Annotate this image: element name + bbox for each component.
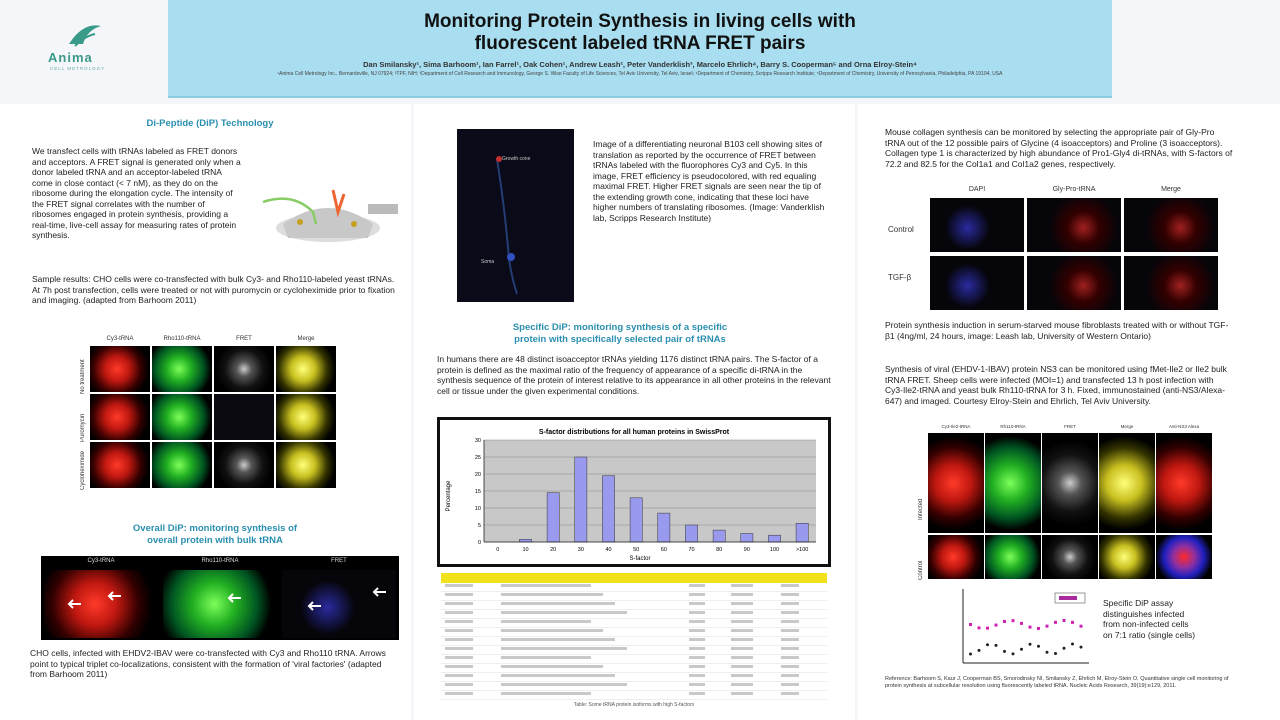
micrograph-control-merge — [1099, 535, 1155, 579]
table-cell-text — [445, 683, 473, 686]
chart-bar — [796, 523, 808, 542]
micrograph-cy3-chx — [90, 442, 150, 488]
table-row — [441, 619, 827, 628]
table-cell-text — [501, 674, 615, 677]
table-cell-text — [781, 692, 799, 695]
table-cell-text — [781, 638, 799, 641]
table-cell-text — [501, 620, 591, 623]
micrograph-fret-notreat — [214, 346, 274, 392]
table-row — [441, 664, 827, 673]
grid3-row-label-1: Control — [888, 225, 914, 234]
dip-technology-text: We transfect cells with tRNAs labeled as FRET donors and acceptors. A FRET signal is generated only when a donor labeled tRNA and an acceptor-labeled tRNA come in close contact (< 7 nM), as they do on the ribosome during the elongation cycle. The intensity of the FRET signal correlates with the number of ribosomes engaged in protein synthesis, providing a real-time, live-cell assay for measuring rates of protein synthesis. — [32, 146, 241, 240]
grid4-row-label-2: Control — [918, 560, 924, 580]
table-cell-text — [689, 593, 705, 596]
poster-title — [168, 0, 1112, 55]
chart-xlabel: S-factor — [629, 556, 651, 562]
table-cell-text — [781, 656, 799, 659]
table-cell-text — [731, 638, 753, 641]
chart-xtick-label: 90 — [743, 547, 750, 553]
micrograph-dapi-tgf — [930, 256, 1024, 310]
scatter-point-control — [1029, 643, 1032, 646]
chart-plot-area — [475, 438, 816, 553]
chart-bar — [768, 535, 780, 542]
table-cell-text — [731, 602, 753, 605]
micrograph-cy3-notreat — [90, 346, 150, 392]
scatter-point-infected — [969, 623, 972, 626]
arrow-icon — [41, 556, 399, 640]
micrograph-control-rh110 — [985, 535, 1041, 579]
table-cell-text — [501, 647, 627, 650]
grid1-col-label-1: Cy3-tRNA — [106, 336, 134, 342]
title-line-1: Monitoring Protein Synthesis in living cells with — [424, 11, 856, 32]
affiliations: ¹Anima Cell Metrology Inc., Bernardsville, NJ 07924; ²TPF, NIH; ³Department of Cell Research and Immunology, George S. Wise Faculty of Life Sciences, Tel Aviv University, Tel Aviv, Israel; ⁴Department of Chemistry, Scripps Research Institute; ⁵Department of Chemistry, University of Pennsylvania, Philadelphia, PA 19104, USA — [277, 71, 1003, 77]
chart-xtick-label: 60 — [660, 547, 667, 553]
scatter-point-control — [986, 643, 989, 646]
table-row — [441, 601, 827, 610]
overall-dip-title-line-2: overall protein with bulk tRNA — [147, 535, 283, 546]
table-cell-text — [501, 683, 627, 686]
table-cell-text — [731, 692, 753, 695]
chart-bar — [575, 457, 587, 542]
grid3-row-label-2: TGF-β — [888, 273, 912, 282]
collagen-text: Mouse collagen synthesis can be monitored by selecting the appropriate pair of Gly-Pro tRNA out of the 12 possible pairs of Glycine (4 isoacceptors) and Proline (3 isoacceptors). Collagen type 1 is characterized by high abundance of Pro1-Gly4 di-tRNAs, with S-factors of 72.2 and 82.5 for the Col1a1 and Col1a2 genes, respectively. — [885, 127, 1233, 169]
micrograph-merge-tgf — [1124, 256, 1218, 310]
table-row — [441, 655, 827, 664]
table-cell-text — [689, 611, 705, 614]
scatter-point-infected — [1037, 627, 1040, 630]
scatter-point-infected — [1054, 621, 1057, 624]
scatter-point-infected — [1063, 619, 1066, 622]
micrograph-merge-notreat — [276, 346, 336, 392]
grid3-col-label-1: DAPI — [968, 186, 986, 193]
table-row — [441, 592, 827, 601]
scatter-point-infected — [1071, 621, 1074, 624]
scatter-point-control — [978, 649, 981, 652]
chart-bar — [547, 493, 559, 542]
table-rows — [441, 583, 827, 700]
table-cell-text — [445, 593, 473, 596]
chart-bar — [658, 513, 670, 542]
scatter-point-infected — [978, 626, 981, 629]
grid4-col-label-4: Merge — [1120, 424, 1134, 429]
table-row — [441, 583, 827, 592]
grid4-col-label-5: Anti-NS3 Alexa — [1168, 424, 1200, 429]
grid1-col-label-2: Rho110-tRNA — [163, 336, 201, 342]
scatter-point-infected — [986, 627, 989, 630]
authors: Dan Smilansky¹, Sima Barhoom¹, Ian Farrel¹, Oak Cohen¹, Andrew Leash², Peter Vanderklish³, Marcelo Ehrlich⁴, Barry S. Cooperman⁵ and Orna Elroy-Stein⁴ — [363, 60, 917, 69]
scatter-point-infected — [1046, 625, 1049, 628]
table-cell-text — [445, 692, 473, 695]
chart-ytick-label: 15 — [474, 489, 481, 495]
table-cell-text — [781, 683, 799, 686]
strip-label-2: Rho110-tRNA — [201, 558, 239, 564]
table-row — [441, 610, 827, 619]
grid1-col-label-3: FRET — [236, 336, 252, 342]
logo-tagline: CELL METROLOGY — [50, 66, 106, 71]
table-cell-text — [689, 602, 705, 605]
table-cell-text — [731, 674, 753, 677]
table-cell-text — [501, 692, 591, 695]
section-title-specific-dip — [455, 322, 785, 346]
chart-xtick-label: 50 — [633, 547, 640, 553]
sample-results-text: Sample results: CHO cells were co-transfected with bulk Cy3- and Rho110-labeled yeast tRNAs. At 7h post transfection, cells were treated or not with puromycin or cycloheximide prior to fixation and imaging. (adapted from Barhoom 2011) — [32, 274, 395, 305]
specific-dip-text: In humans there are 48 distinct isoacceptor tRNAs yielding 1176 distinct tRNA pairs. The S-factor of a protein is defined as the maximal ratio of the frequency of appearance of a specific di-tRNA in the synthesis sequence of the protein of interest relative to its appearance in all other proteins in the relevant cell or tissue under the given experimental conditions. — [437, 354, 831, 396]
neuron-label-growth-cone: Growth cone — [502, 156, 531, 162]
scatter-point-infected — [1029, 626, 1032, 629]
chart-ytick-label: 20 — [474, 472, 481, 478]
table-row — [441, 682, 827, 691]
table-cell-text — [501, 611, 627, 614]
table-cell-text — [689, 665, 705, 668]
table-cell-text — [781, 602, 799, 605]
table-cell-text — [781, 674, 799, 677]
table-cell-text — [731, 584, 753, 587]
micrograph-viral-rh110 — [985, 433, 1041, 533]
table-cell-text — [689, 638, 705, 641]
table-cell-text — [731, 656, 753, 659]
chart-bar — [713, 530, 725, 542]
chart-title: S-factor distributions for all human proteins in SwissProt — [538, 429, 730, 436]
table-cell-text — [445, 674, 473, 677]
micrograph-glypro-tgf — [1027, 256, 1121, 310]
poster-header — [168, 0, 1112, 98]
chart-bar — [519, 539, 531, 542]
scatter-point-infected — [1080, 625, 1083, 628]
micrograph-rho-puro — [152, 394, 212, 440]
chart-xtick-label: 100 — [769, 547, 780, 553]
chart-ytick-label: 25 — [474, 455, 481, 461]
chart-xtick-label: 0 — [496, 547, 500, 553]
table-cell-text — [445, 584, 473, 587]
scatter-point-infected — [1003, 620, 1006, 623]
specific-dip-title-line-2: protein with specifically selected pair of tRNAs — [514, 334, 726, 345]
scatter-point-control — [995, 644, 998, 647]
table-cell-text — [689, 584, 705, 587]
micrograph-merge-chx — [276, 442, 336, 488]
viral-protein-text: Synthesis of viral (EHDV-1-IBAV) protein NS3 can be monitored using fMet-Ile2 or Ile2 bulk tRNA FRET. Sheep cells were infected (MOI=1) and transfected 13 h post infection with Cy3-Ile2-tRNA and yeast bulk Rh110-tRNA for 3 h. Fixed, immunostained (anti-NS3/Alexa-647) and imaged. Courtesy Elroy-Stein and Ehrlich, Tel Aviv University. — [885, 364, 1227, 406]
chart-bar — [741, 534, 753, 543]
sfactor-chart-svg — [440, 420, 828, 564]
grid3-col-label-2: Gly-Pro-tRNA — [1052, 186, 1096, 193]
grid1-row-label-3: Cycloheximide — [80, 450, 86, 490]
sfactor-table — [441, 573, 827, 709]
section-title-dip-technology: Di-Peptide (DiP) Technology — [146, 118, 274, 129]
table-cell-text — [689, 683, 705, 686]
chart-xtick-label: 30 — [577, 547, 584, 553]
chart-bar — [602, 476, 614, 542]
table-cell-text — [689, 620, 705, 623]
micrograph-glypro-control — [1027, 198, 1121, 252]
table-cell-text — [445, 647, 473, 650]
viral-factories-text: CHO cells, infected with EHDV2-IBAV were co-transfected with Cy3 and Rho110 tRNA. Arrows point to typical triplet co-localizations, consistent with the formation of 'viral factories' (adapted from Barhoom 2011) — [30, 648, 386, 679]
scatter-point-infected — [995, 624, 998, 627]
micrograph-fret-chx — [214, 442, 274, 488]
micrograph-viral-merge — [1099, 433, 1155, 533]
table-cell-text — [445, 629, 473, 632]
title-line-2: fluorescent labeled tRNA FRET pairs — [474, 33, 806, 54]
chart-xtick-label: 10 — [522, 547, 529, 553]
ribosome-diagram — [258, 182, 403, 252]
table-cell-text — [445, 638, 473, 641]
micrograph-viral-ns3 — [1156, 433, 1212, 533]
table-cell-text — [781, 647, 799, 650]
table-cell-text — [445, 620, 473, 623]
table-cell-text — [781, 620, 799, 623]
section-title-overall-dip — [60, 523, 370, 547]
grid1-col-label-4: Merge — [297, 336, 315, 342]
scatter-point-control — [969, 653, 972, 656]
bird-icon — [65, 20, 105, 50]
micrograph-viral-cy3 — [928, 433, 984, 533]
chart-bar — [685, 525, 697, 542]
reference-text: Reference: Barhoom S, Kaur J, Cooperman BS, Smorodinsky NI, Smilansky Z, Ehrlich M, Elroy-Stein O. Quantitative single cell monitoring of protein synthesis at subcellular resolution using fluorescently labeled tRNA. Nucleic Acids Research, 39(19):e129, 2011. — [885, 676, 1229, 689]
table-cell-text — [731, 611, 753, 614]
table-row — [441, 628, 827, 637]
sfactor-chart — [437, 417, 831, 567]
grid1-row-label-2: Puromycin — [80, 413, 86, 442]
micrograph-control-ns3 — [1156, 535, 1212, 579]
scatter-point-infected — [1020, 622, 1023, 625]
table-cell-text — [501, 584, 591, 587]
micrograph-control-cy3 — [928, 535, 984, 579]
table-row — [441, 637, 827, 646]
scatter-point-control — [1012, 652, 1015, 655]
grid4-col-label-2: Rh110-tRNA — [1000, 424, 1026, 429]
neuron-image — [457, 129, 574, 302]
scatter-plot — [955, 585, 1093, 669]
grid4-col-label-1: Cy3-Ile2-tRNA — [941, 424, 971, 429]
neuron-trace-icon — [457, 129, 574, 302]
micrograph-merge-puro — [276, 394, 336, 440]
table-cell-text — [781, 611, 799, 614]
strip-label-3: FRET — [331, 558, 347, 564]
table-caption: Table: Some tRNA protein isoforms with high S-factors — [573, 702, 695, 708]
grid1-row-label-1: No treatment — [80, 359, 86, 394]
table-cell-text — [501, 629, 603, 632]
micrograph-viral-fret — [1042, 433, 1098, 533]
chart-xtick-label: 80 — [716, 547, 723, 553]
table-row — [441, 646, 827, 655]
table-cell-text — [445, 656, 473, 659]
table-cell-text — [501, 602, 615, 605]
scatter-point-control — [1080, 646, 1083, 649]
grid3-col-label-3: Merge — [1161, 186, 1181, 193]
table-cell-text — [731, 683, 753, 686]
chart-xtick-label: 70 — [688, 547, 695, 553]
grid4-col-label-3: FRET — [1064, 424, 1076, 429]
micrograph-merge-control — [1124, 198, 1218, 252]
table-cell-text — [781, 629, 799, 632]
chart-ylabel: Percentage — [446, 480, 452, 512]
fibroblast-caption: Protein synthesis induction in serum-starved mouse fibroblasts treated with or without TGF-β1 (4ng/ml, 24 hours, image: Leash lab, University of Western Ontario) — [885, 320, 1229, 341]
table-cell-text — [689, 692, 705, 695]
table-cell-text — [445, 611, 473, 614]
table-cell-text — [689, 674, 705, 677]
chart-ytick-label: 30 — [474, 438, 481, 444]
table-cell-text — [781, 593, 799, 596]
micrograph-rho-notreat — [152, 346, 212, 392]
micrograph-rho-chx — [152, 442, 212, 488]
table-cell-text — [731, 620, 753, 623]
scatter-point-control — [1071, 643, 1074, 646]
table-cell-text — [501, 656, 591, 659]
table-header-row — [441, 573, 827, 583]
chart-xtick-label: 20 — [550, 547, 557, 553]
grid4-row-label-1: Infected — [918, 498, 924, 520]
neuron-image-caption: Image of a differentiating neuronal B103 cell showing sites of translation as reported by the occurrence of FRET between tRNAs labeled with the fluorophores Cy3 and Cy5. In this image, FRET efficiency is pseudocolored, with red equaling maximal FRET. Higher FRET signals are seen near the tip of the extending growth cone, indicating that these loci have higher numbers of translating ribosomes. (Image: Vanderklish lab, Scripps Research Institute) — [593, 139, 825, 223]
micrograph-fret-puro — [214, 394, 274, 440]
table-cell-text — [689, 647, 705, 650]
specific-dip-title-line-1: Specific DiP: monitoring synthesis of a specific — [512, 322, 728, 333]
table-cell-text — [731, 629, 753, 632]
scatter-point-control — [1054, 652, 1057, 655]
table-cell-text — [501, 593, 603, 596]
micrograph-cy3-puro — [90, 394, 150, 440]
table-cell-text — [445, 665, 473, 668]
table-cell-text — [445, 602, 473, 605]
logo-name: Anima — [48, 50, 93, 65]
scatter-point-control — [1046, 651, 1049, 654]
overall-dip-title-line-1: Overall DiP: monitoring synthesis of — [132, 523, 298, 534]
table-cell-text — [781, 665, 799, 668]
chart-bar — [630, 498, 642, 542]
micrograph-dapi-control — [930, 198, 1024, 252]
table-cell-text — [501, 665, 603, 668]
table-row — [441, 673, 827, 682]
chart-ytick-label: 5 — [477, 523, 481, 529]
scatter-point-infected — [1012, 619, 1015, 622]
table-cell-text — [731, 647, 753, 650]
specific-dip-side-note: Specific DiP assay distinguishes infected from non-infected cells on 7:1 ratio (single cells) — [1103, 598, 1196, 640]
scatter-point-control — [1003, 650, 1006, 653]
strip-label-1: Cy3-tRNA — [87, 558, 115, 564]
scatter-point-control — [1037, 645, 1040, 648]
chart-ytick-label: 0 — [477, 540, 481, 546]
neuron-label-soma: Soma — [481, 259, 495, 265]
table-cell-text — [689, 656, 705, 659]
table-cell-text — [689, 629, 705, 632]
table-cell-text — [731, 665, 753, 668]
scatter-point-control — [1020, 648, 1023, 651]
table-cell-text — [731, 593, 753, 596]
table-cell-text — [501, 638, 615, 641]
table-cell-text — [781, 584, 799, 587]
table-row — [441, 691, 827, 700]
chart-xtick-label: >100 — [795, 547, 809, 553]
micrograph-control-fret — [1042, 535, 1098, 579]
scatter-point-control — [1063, 647, 1066, 650]
chart-xtick-label: 40 — [605, 547, 612, 553]
chart-ytick-label: 10 — [474, 506, 481, 512]
